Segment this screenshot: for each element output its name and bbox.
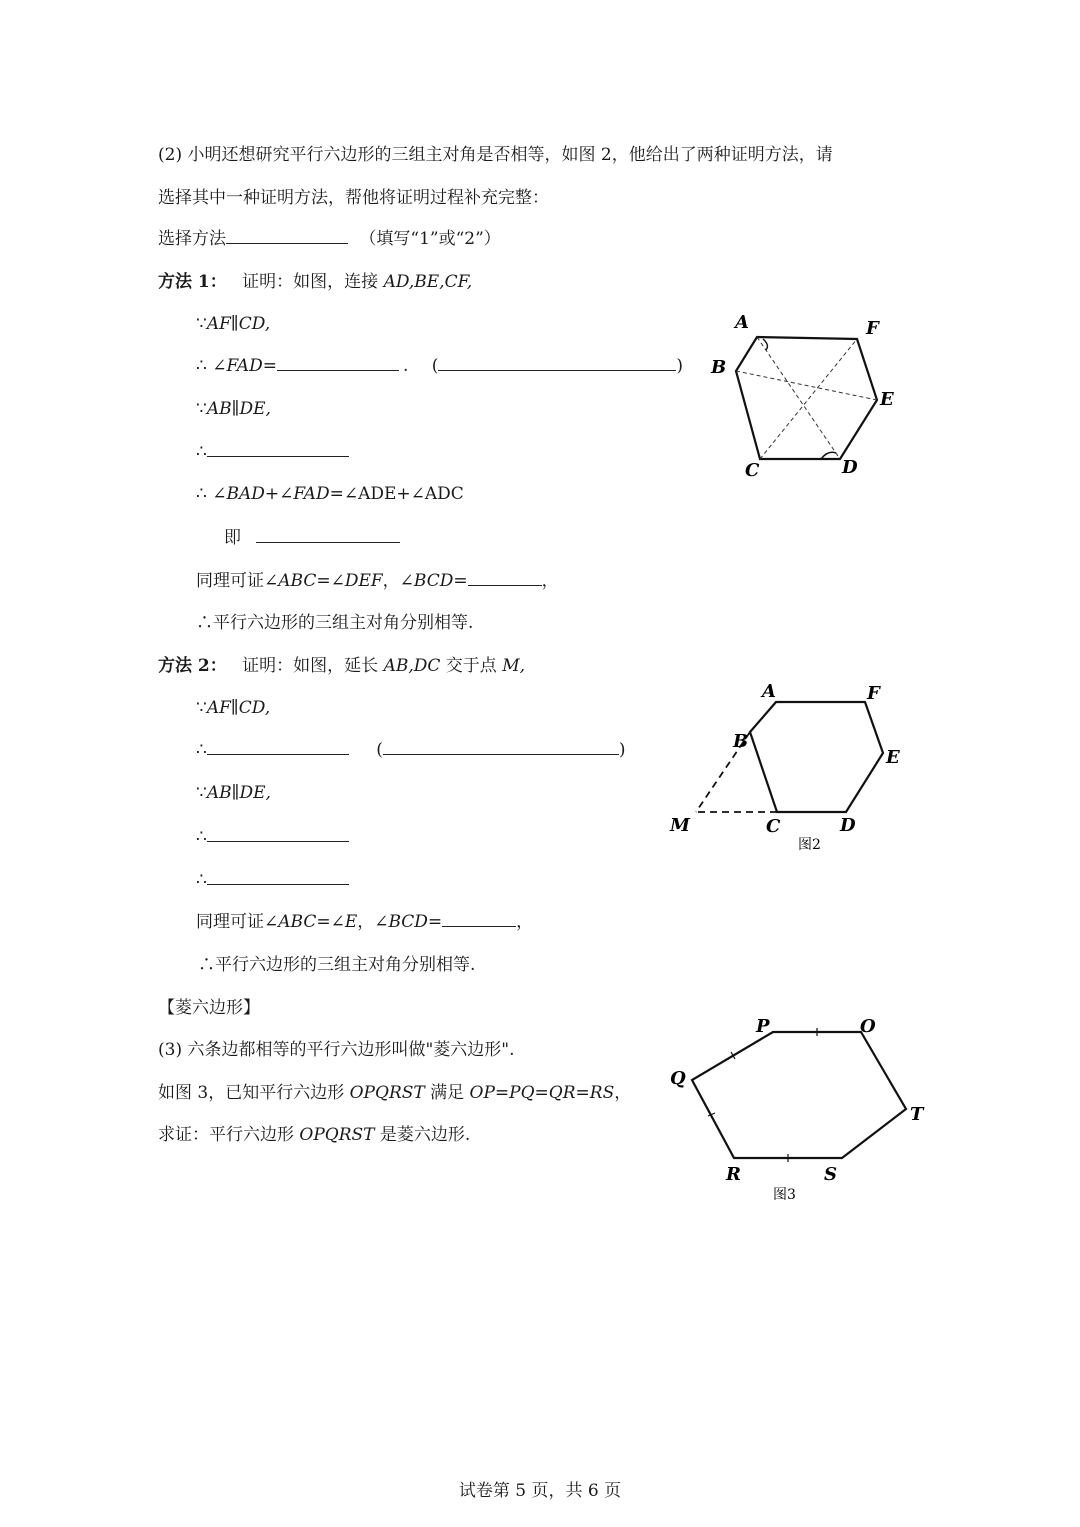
method1-intro-text: 证明：如图，连接 — [242, 272, 384, 292]
choose-label: 选择方法 — [158, 229, 226, 249]
method2-intro-text2: 交于点 — [440, 656, 503, 676]
method2-blank-bcd[interactable] — [442, 910, 516, 927]
label-e: E — [880, 389, 894, 410]
method1-step2 — [196, 354, 683, 378]
method2-blank-step4[interactable] — [207, 825, 349, 842]
method1-title: 方法 1： — [158, 272, 227, 292]
comma: ， — [541, 571, 559, 591]
step-expression: AB∥DE, — [206, 783, 271, 803]
figure3-hexagon — [665, 1010, 935, 1215]
label-a: A — [762, 681, 776, 702]
step-expression: AF∥CD, — [206, 314, 271, 334]
paren-open: ( — [376, 740, 383, 760]
therefore-symbol: ∴ — [196, 827, 207, 847]
method2-step1 — [196, 696, 270, 720]
diagonal-cf — [760, 339, 857, 459]
step-expression: ∠FAD= — [212, 356, 277, 376]
method1-step6 — [224, 526, 400, 550]
method1-step5 — [196, 482, 464, 506]
figure2-hexagon-extension — [660, 675, 910, 860]
label-t: T — [910, 1104, 924, 1125]
step-expression: ∠BAD+∠FAD — [212, 484, 330, 504]
paren-close: ) — [618, 740, 626, 760]
method1-blank-reason[interactable] — [438, 354, 676, 371]
therefore-symbol: ∴ — [196, 870, 207, 890]
q3-line3 — [158, 1123, 470, 1147]
method1-intro — [158, 270, 472, 294]
method2-step2 — [196, 738, 626, 762]
similarly-text: 同理可证 — [196, 912, 264, 932]
method1-conclusion: ∴平行六边形的三组主对角分别相等. — [196, 613, 474, 633]
figure3-caption: 图3 — [773, 1187, 796, 1203]
because-symbol: ∵ — [196, 399, 207, 419]
figure2-hexagon — [750, 702, 883, 812]
method2-title: 方法 2： — [158, 656, 227, 676]
label-c: C — [745, 460, 760, 481]
therefore-symbol: ∴ — [196, 740, 207, 760]
method1-blank-fad[interactable] — [277, 354, 399, 371]
choose-hint: （填写“1”或“2”） — [359, 229, 501, 249]
therefore-symbol: ∴ — [196, 442, 207, 462]
label-e: E — [886, 747, 900, 768]
method2-intro-point: M, — [502, 656, 525, 676]
q3-hexagon-name: OPQRST — [349, 1083, 425, 1103]
page-footer: 试卷第 5 页，共 6 页 — [458, 1481, 622, 1501]
q2-choose-line — [158, 227, 501, 251]
label-a: A — [735, 312, 749, 333]
rhombus-heading: 【菱六边形】 — [158, 998, 260, 1018]
label-f: F — [866, 318, 879, 339]
choose-blank[interactable] — [226, 227, 348, 244]
q3-condition: OP=PQ=QR=RS — [469, 1083, 615, 1103]
label-r: R — [726, 1164, 741, 1185]
method1-step1 — [196, 312, 270, 336]
comma: ， — [382, 571, 400, 591]
q3-text: 求证：平行六边形 — [158, 1125, 300, 1145]
figure1-hexagon-diagonals — [700, 305, 910, 485]
method2-step3 — [196, 781, 271, 805]
method1-blank-bcd[interactable] — [468, 569, 542, 586]
method2-intro-text: 证明：如图，延长 — [242, 656, 384, 676]
diagonal-be — [736, 371, 877, 400]
method2-intro-segments: AB,DC — [383, 656, 441, 676]
figure3-polygon — [692, 1032, 906, 1158]
label-m: M — [670, 815, 690, 836]
label-p: P — [756, 1016, 770, 1037]
q2-line2: 选择其中一种证明方法，帮他将证明过程补充完整： — [158, 188, 549, 208]
label-o: O — [860, 1016, 876, 1037]
comma: ， — [614, 1083, 632, 1103]
because-symbol: ∵ — [196, 783, 207, 803]
method2-blank-step2[interactable] — [207, 738, 349, 755]
step-expression: AB∥DE, — [206, 399, 271, 419]
method1-intro-segments: AD,BE,CF, — [383, 272, 473, 292]
q2-line1: (2) 小明还想研究平行六边形的三组主对角是否相等，如图 2，他给出了两种证明方法，请 — [158, 145, 833, 165]
step-expression: ∠BCD= — [374, 912, 443, 932]
step-expression: =∠ADE+∠ADC — [329, 484, 464, 504]
method2-step5 — [196, 868, 349, 892]
period: . — [402, 356, 409, 376]
label-d: D — [840, 815, 856, 836]
method1-blank-step4[interactable] — [207, 440, 349, 457]
q3-text: 满足 — [424, 1083, 470, 1103]
paren-close: ) — [676, 356, 684, 376]
step-expression: AF∥CD, — [206, 698, 271, 718]
comma: ， — [516, 912, 534, 932]
method2-blank-step5[interactable] — [207, 868, 349, 885]
label-s: S — [824, 1164, 837, 1185]
method2-step4 — [196, 825, 349, 849]
q3-text: 如图 3，已知平行六边形 — [158, 1083, 350, 1103]
label-b: B — [733, 731, 749, 752]
q3-hexagon-name: OPQRST — [299, 1125, 375, 1145]
label-f: F — [867, 683, 880, 704]
method1-step4 — [196, 440, 349, 464]
therefore-symbol: ∴ — [196, 484, 207, 504]
namely-label: 即 — [224, 528, 241, 548]
paren-open: ( — [431, 356, 439, 376]
method1-step7 — [196, 569, 559, 593]
therefore-symbol: ∴ — [196, 356, 207, 376]
method2-intro — [158, 654, 525, 678]
q3-text: 是菱六边形. — [374, 1125, 471, 1145]
similarly-text: 同理可证 — [196, 571, 264, 591]
label-b: B — [711, 357, 727, 378]
because-symbol: ∵ — [196, 314, 207, 334]
because-symbol: ∵ — [196, 698, 207, 718]
method1-blank-namely[interactable] — [256, 526, 400, 543]
step-expression: ∠ABC=∠DEF — [264, 571, 383, 591]
step-expression: ∠BCD= — [399, 571, 468, 591]
method2-blank-reason[interactable] — [383, 738, 619, 755]
comma: ， — [357, 912, 375, 932]
q3-line2 — [158, 1081, 631, 1105]
method1-step3 — [196, 397, 271, 421]
label-d: D — [842, 457, 858, 478]
figure2-caption: 图2 — [798, 837, 821, 853]
diagonal-ad — [757, 337, 840, 459]
label-q: Q — [670, 1068, 686, 1089]
label-c: C — [766, 816, 781, 837]
figure1-hexagon — [736, 337, 877, 459]
q3-line1: (3) 六条边都相等的平行六边形叫做"菱六边形". — [158, 1040, 515, 1060]
method2-conclusion: ∴平行六边形的三组主对角分别相等. — [198, 955, 476, 975]
step-expression: ∠ABC=∠E — [264, 912, 358, 932]
method2-step6 — [196, 910, 533, 934]
